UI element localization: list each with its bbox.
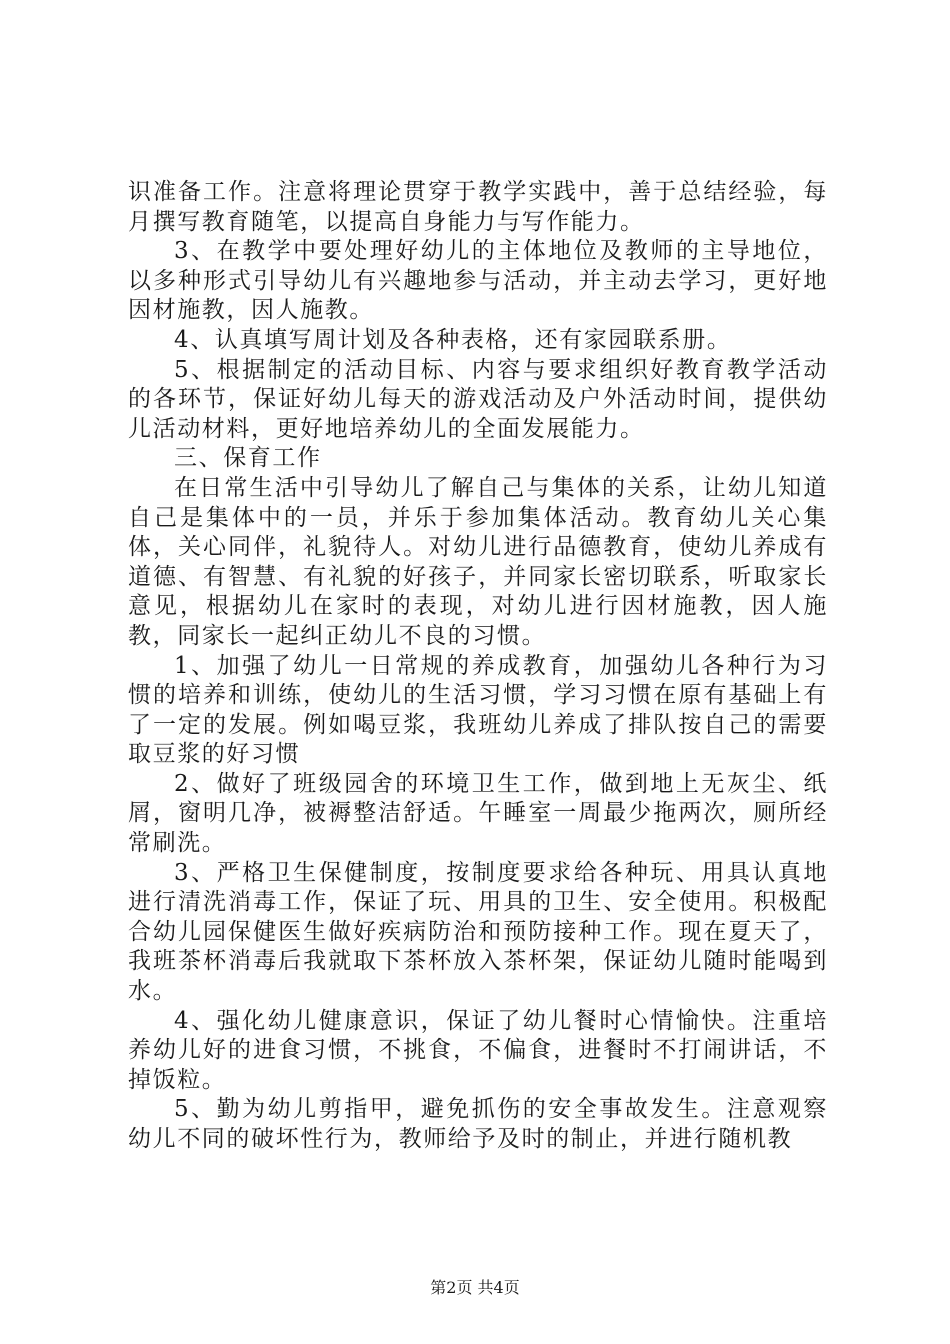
paragraph-care-item-4: 4、强化幼儿健康意识，保证了幼儿餐时心情愉快。注重培养幼儿好的进食习惯，不挑食，不偏食，进餐时不打闹讲话，不掉饭粒。 xyxy=(128,1007,828,1093)
paragraph-continued: 识准备工作。注意将理论贯穿于教学实践中，善于总结经验，每月撰写教育随笔，以提高自身能力与写作能力。 xyxy=(128,179,828,235)
paragraph-item-3: 3、在教学中要处理好幼儿的主体地位及教师的主导地位，以多种形式引导幼儿有兴趣地参与活动，并主动去学习，更好地因材施教，因人施教。 xyxy=(128,238,828,324)
paragraph-item-5: 5、根据制定的活动目标、内容与要求组织好教育教学活动的各环节，保证好幼儿每天的游戏活动及户外活动时间，提供幼儿活动材料，更好地培养幼儿的全面发展能力。 xyxy=(128,356,828,442)
paragraph-care-item-3: 3、严格卫生保健制度，按制度要求给各种玩、用具认真地进行清洗消毒工作，保证了玩、用具的卫生、安全使用。积极配合幼儿园保健医生做好疾病防治和预防接种工作。现在夏天了，我班茶杯消毒后我就取下茶杯放入茶杯架，保证幼儿随时能喝到水。 xyxy=(128,859,828,1005)
paragraph-care-item-2: 2、做好了班级园舍的环境卫生工作，做到地上无灰尘、纸屑，窗明几净，被褥整洁舒适。午睡室一周最少拖两次，厕所经常刷洗。 xyxy=(128,770,828,857)
document-body xyxy=(128,178,828,1155)
section-heading-care: 三、保育工作 xyxy=(174,445,322,472)
paragraph-care-item-5: 5、勤为幼儿剪指甲，避免抓伤的安全事故发生。注意观察幼儿不同的破坏性行为，教师给予及时的制止，并进行随机教 xyxy=(128,1096,828,1152)
paragraph-care-item-1: 1、加强了幼儿一日常规的养成教育，加强幼儿各种行为习惯的培养和训练，使幼儿的生活习惯，学习习惯在原有基础上有了一定的发展。例如喝豆浆，我班幼儿养成了排队按自己的需要取豆浆的好习惯 xyxy=(128,652,828,768)
paragraph-item-4: 4、认真填写周计划及各种表格，还有家园联系册。 xyxy=(174,326,732,353)
page-footer: 第2页 共4页 xyxy=(430,1278,520,1297)
paragraph-care-intro: 在日常生活中引导幼儿了解自己与集体的关系，让幼儿知道自己是集体中的一员，并乐于参加集体活动。教育幼儿关心集体，关心同伴，礼貌待人。对幼儿进行品德教育，使幼儿养成有道德、有智慧、有礼貌的好孩子，并同家长密切联系，听取家长意见，根据幼儿在家时的表现，对幼儿进行因材施教，因人施教，同家长一起纠正幼儿不良的习惯。 xyxy=(128,474,828,649)
